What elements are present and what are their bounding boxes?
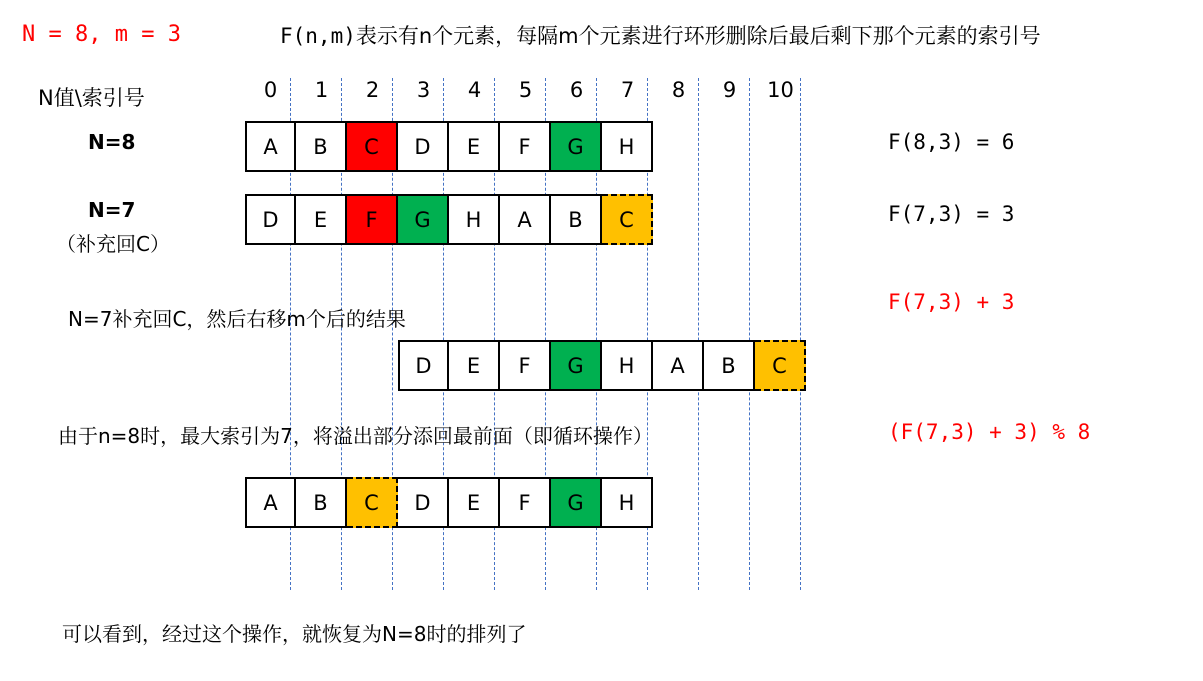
index-label: 5 <box>518 78 533 102</box>
row-label-n8: N=8 <box>88 130 136 154</box>
index-label: 4 <box>467 78 482 102</box>
element-cell-g: G <box>551 477 602 528</box>
element-cell-d: D <box>398 477 449 528</box>
column-guide-line <box>749 78 750 590</box>
element-cell-h: H <box>602 340 653 391</box>
element-cell-c: C <box>602 194 653 245</box>
footer-note: 可以看到，经过这个操作，就恢复为N=8时的排列了 <box>62 622 527 646</box>
description <box>280 20 1041 50</box>
element-cell-a: A <box>653 340 704 391</box>
formula-shifted: F(7,3) + 3 <box>888 290 1015 314</box>
element-cell-c: C <box>347 121 398 172</box>
element-cell-e: E <box>449 340 500 391</box>
element-cell-g: G <box>398 194 449 245</box>
element-cell-d: D <box>245 194 296 245</box>
index-label: 3 <box>416 78 431 102</box>
element-cell-h: H <box>449 194 500 245</box>
index-row-label: N值\索引号 <box>38 86 145 110</box>
formula-wrapped: (F(7,3) + 3) % 8 <box>888 420 1091 444</box>
params-label: N = 8, m = 3 <box>22 22 181 47</box>
element-cell-b: B <box>704 340 755 391</box>
element-cell-b: B <box>296 121 347 172</box>
element-cell-b: B <box>296 477 347 528</box>
index-label: 1 <box>314 78 329 102</box>
index-label: 2 <box>365 78 380 102</box>
element-cell-a: A <box>500 194 551 245</box>
element-cell-a: A <box>245 477 296 528</box>
element-cell-f: F <box>347 194 398 245</box>
element-cell-g: G <box>551 121 602 172</box>
element-cell-e: E <box>296 194 347 245</box>
column-guide-line <box>800 78 801 590</box>
element-cell-c: C <box>755 340 806 391</box>
index-label: 0 <box>263 78 278 102</box>
index-label: 9 <box>722 78 737 102</box>
index-label: 8 <box>671 78 686 102</box>
element-cell-b: B <box>551 194 602 245</box>
index-label: 7 <box>620 78 635 102</box>
index-label: 10 <box>767 78 794 102</box>
element-cell-d: D <box>398 121 449 172</box>
element-cell-e: E <box>449 121 500 172</box>
element-cell-f: F <box>500 477 551 528</box>
element-cell-a: A <box>245 121 296 172</box>
function-notation: F(n,m) <box>280 24 356 48</box>
element-cell-f: F <box>500 340 551 391</box>
row-label-wrapped: 由于n=8时，最大索引为7，将溢出部分添回最前面（即循环操作） <box>58 424 653 448</box>
formula-n7: F(7,3) = 3 <box>888 202 1015 226</box>
element-cell-g: G <box>551 340 602 391</box>
element-cell-e: E <box>449 477 500 528</box>
element-cell-f: F <box>500 121 551 172</box>
element-cell-d: D <box>398 340 449 391</box>
row-label-n7: N=7 <box>88 198 136 222</box>
formula-n8: F(8,3) = 6 <box>888 130 1015 154</box>
row-label-shifted: N=7补充回C，然后右移m个后的结果 <box>68 307 406 331</box>
column-guide-line <box>698 78 699 590</box>
element-cell-c: C <box>347 477 398 528</box>
description-text: 表示有n个元素，每隔m个元素进行环形删除后最后剩下那个元素的索引号 <box>355 24 1041 48</box>
element-cell-h: H <box>602 477 653 528</box>
row-sublabel-n7: （补充回C） <box>56 232 170 256</box>
element-cell-h: H <box>602 121 653 172</box>
index-label: 6 <box>569 78 584 102</box>
